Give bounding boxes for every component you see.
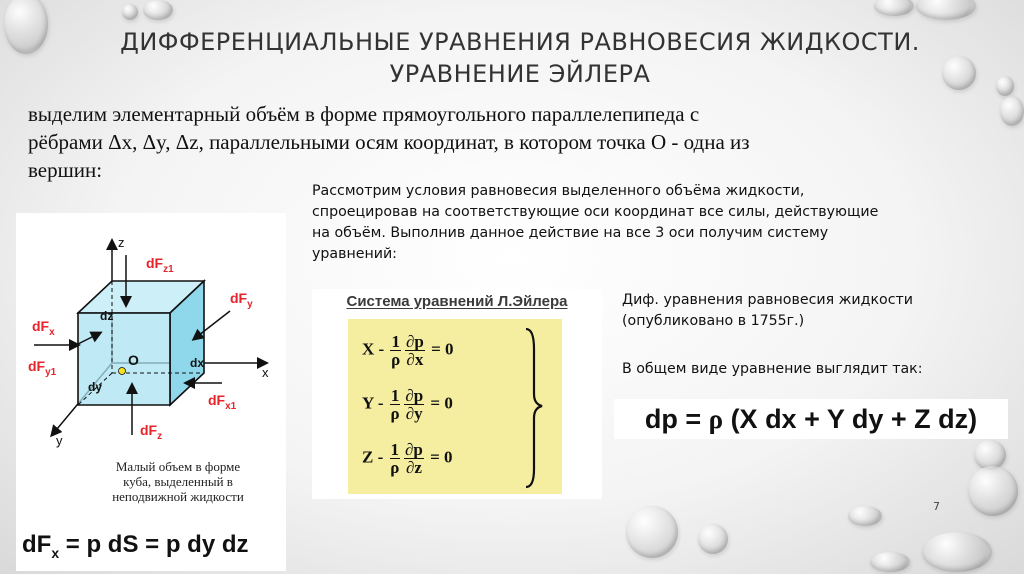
intro-paragraph — [28, 100, 928, 184]
page-number: 7 — [933, 500, 940, 513]
intro-line: выделим элементарный объём в форме прямоугольного параллелепипеда с — [28, 102, 700, 126]
fraction-den: ρ — [390, 404, 400, 423]
cube-caption — [78, 459, 278, 504]
force-label-x1: $dF_{x1}$ — [208, 392, 237, 412]
note-line: Диф. уравнения равновесия жидкости — [622, 292, 913, 308]
fraction-den: ρ — [391, 350, 401, 369]
water-drop — [626, 506, 678, 558]
cube-figure — [16, 213, 286, 571]
slide-title — [100, 26, 940, 90]
equilibrium-paragraph — [312, 181, 962, 265]
fraction-dp-dx — [405, 333, 425, 368]
water-drop — [942, 56, 976, 90]
general-eq-part1: dp = — [644, 404, 709, 434]
intro-line: рёбрами Δx, Δy, Δz, параллельными осям координат, в котором точка О - одна из — [28, 130, 750, 154]
euler-equation-z — [362, 441, 453, 476]
caption-line: Малый объем в форме — [115, 459, 241, 474]
water-drop — [122, 4, 138, 20]
force-label-z1: $dF_{z1}$ — [146, 255, 174, 275]
fraction-one-over-rho — [390, 333, 401, 368]
paragraph-line: Рассмотрим условия равновесия выделенного объёма жидкости, — [312, 183, 805, 199]
fraction-dp-dy — [404, 387, 424, 422]
fraction-one-over-rho — [390, 387, 401, 422]
brace-path — [526, 329, 542, 487]
water-drop — [1000, 96, 1024, 126]
eq-lhs: X - — [362, 339, 389, 359]
eq-rhs: = 0 — [425, 447, 453, 467]
origin-label: O — [128, 352, 139, 368]
fraction-dp-dz — [404, 441, 424, 476]
edge-dz-label: dz — [100, 309, 114, 323]
axis-z-label: z — [118, 235, 125, 250]
formula-lhs: dF — [22, 531, 52, 558]
water-drop — [698, 524, 728, 554]
euler-equation-y — [362, 387, 453, 422]
formula-sub: x — [51, 544, 60, 561]
caption-line: неподвижной жидкости — [112, 489, 244, 504]
edge-dx-label: dx — [190, 356, 205, 370]
formula-rhs: = p dS = p dy dz — [59, 531, 249, 558]
fraction-num: ∂p — [405, 440, 423, 459]
pressure-force-formula — [22, 531, 249, 561]
paragraph-line: уравнений: — [312, 246, 397, 262]
euler-system-box — [312, 289, 602, 499]
fraction-den: ρ — [390, 458, 400, 477]
force-label-x: $dF_x$ — [32, 318, 55, 338]
water-drop — [968, 466, 1018, 516]
water-drop — [916, 0, 976, 20]
euler-brace — [312, 289, 602, 499]
fraction-num: 1 — [390, 440, 399, 459]
water-drop — [874, 0, 914, 16]
eq-lhs: Z - — [362, 447, 388, 467]
note-line: (опубликовано в 1755г.) — [622, 313, 805, 329]
paragraph-line: на объём. Выполнив данное действие на все 3 оси получим систему — [312, 225, 829, 241]
force-label-z: $dF_z$ — [140, 422, 163, 442]
origin-point — [119, 368, 126, 375]
water-drop — [870, 552, 910, 572]
water-drop — [922, 532, 992, 572]
eq-rhs: = 0 — [426, 393, 453, 413]
fraction-den: ∂x — [406, 350, 424, 369]
general-eq-rho: ρ — [708, 404, 724, 434]
force-label-y1: $dF_{y1}$ — [28, 358, 57, 378]
edge-dy-label: dy — [88, 380, 103, 394]
fraction-num: 1 — [391, 332, 400, 351]
fraction-num: 1 — [390, 386, 400, 405]
force-label-y: $dF_y$ — [230, 290, 253, 310]
cube-diagram — [16, 213, 286, 463]
axis-y-label: y — [56, 433, 63, 448]
fraction-num: ∂p — [405, 386, 424, 405]
publication-note — [622, 290, 1002, 332]
water-drop — [996, 76, 1014, 96]
axis-x-label: x — [262, 365, 269, 380]
eq-rhs: = 0 — [426, 339, 454, 359]
euler-system-title: Система уравнений Л.Эйлера — [346, 293, 568, 310]
fraction-den: ∂z — [405, 458, 422, 477]
fraction-one-over-rho — [390, 441, 401, 476]
water-drop — [848, 506, 882, 526]
eq-lhs: Y - — [362, 393, 388, 413]
water-drop — [143, 0, 173, 20]
intro-line: вершин: — [28, 158, 103, 182]
general-equation — [614, 399, 1008, 439]
general-form-note: В общем виде уравнение выглядит так: — [622, 361, 923, 377]
general-eq-part2: (X dx + Y dy + Z dz) — [723, 404, 978, 434]
caption-line: куба, выделенный в — [123, 474, 233, 489]
fraction-num: ∂p — [405, 332, 424, 351]
euler-equation-x — [362, 333, 454, 368]
slide-title-line: УРАВНЕНИЕ ЭЙЛЕРА — [389, 60, 651, 88]
paragraph-line: спроецировав на соответствующие оси координат все силы, действующие — [312, 204, 879, 220]
slide-title-line: ДИФФЕРЕНЦИАЛЬНЫЕ УРАВНЕНИЯ РАВНОВЕСИЯ ЖИДКОСТИ. — [120, 28, 920, 56]
water-drop — [4, 0, 48, 54]
fraction-den: ∂y — [405, 404, 423, 423]
